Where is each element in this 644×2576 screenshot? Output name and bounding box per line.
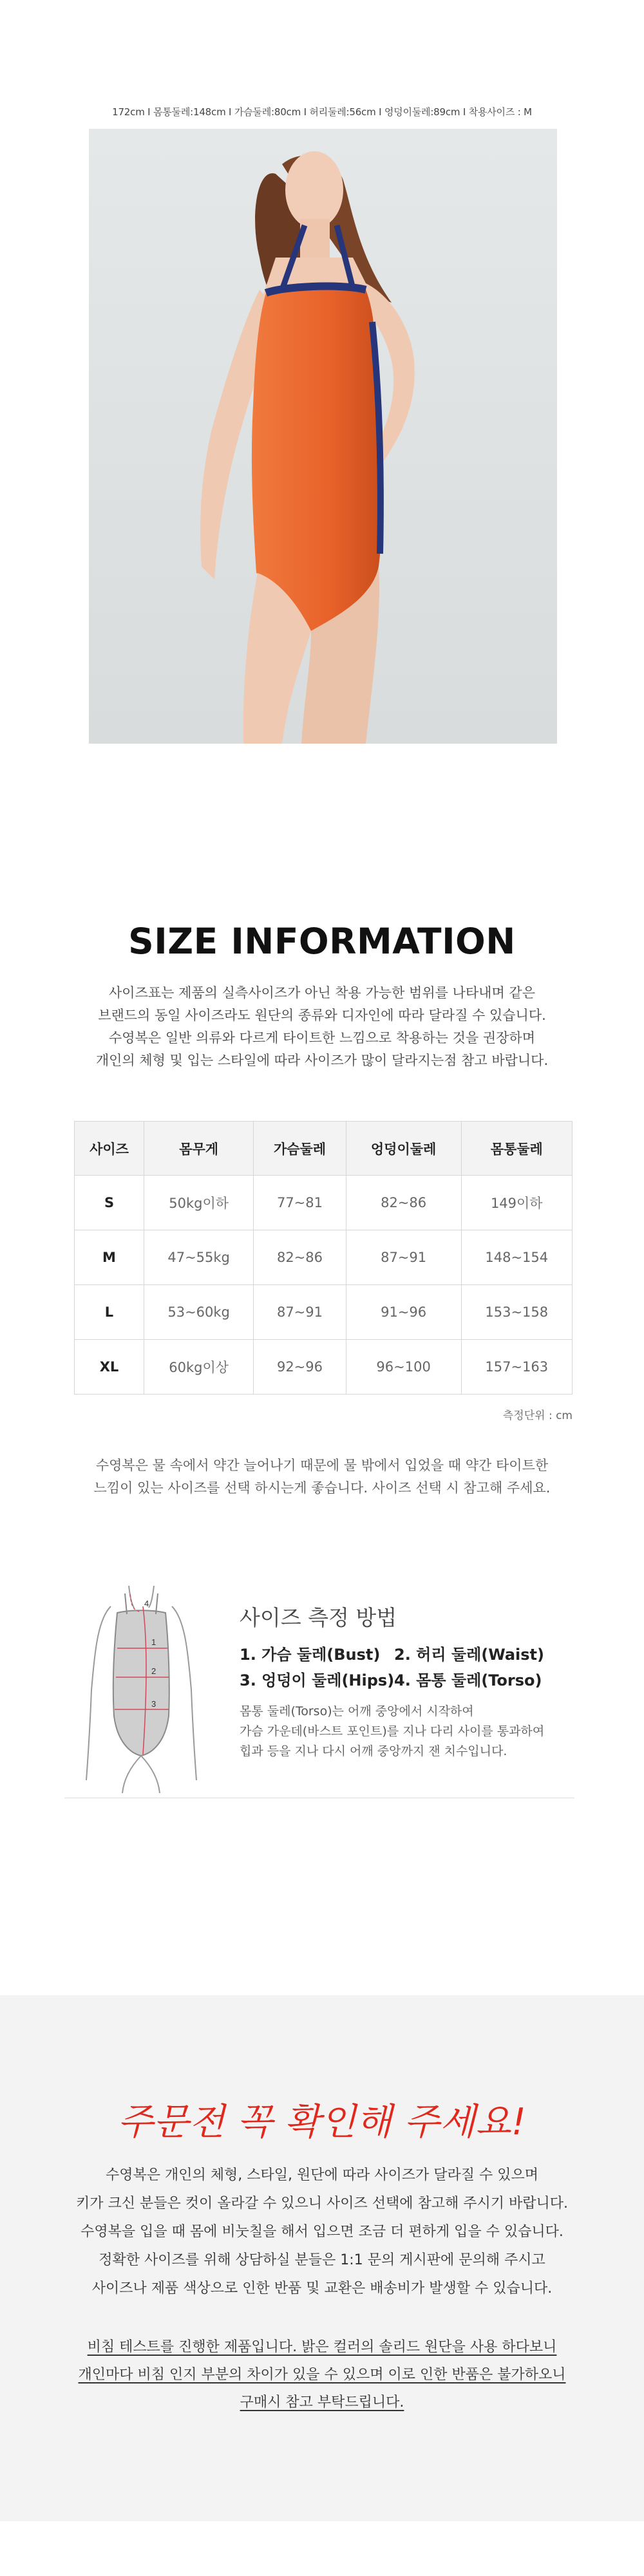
description-line: 브랜드의 동일 사이즈라도 원단의 종류와 디자인에 따라 달라질 수 있습니다. — [98, 1008, 546, 1023]
diagram-number: 4 — [144, 1599, 149, 1608]
tip-line: 수영복은 물 속에서 약간 늘어나기 때문에 물 밖에서 입었을 때 약간 타이트한 — [95, 1458, 549, 1473]
header-bust: 가슴둘레 — [254, 1122, 346, 1176]
size-information-title: SIZE INFORMATION — [128, 921, 516, 962]
header-weight: 몸무게 — [144, 1122, 254, 1176]
measure-note-line: 가슴 가운데(바스트 포인트)를 지나 다리 사이를 통과하여 — [240, 1724, 545, 1738]
underlined-line: 구매시 참고 부탁드립니다. — [240, 2394, 404, 2411]
measure-item-bust: 1. 가슴 둘레(Bust) — [240, 1646, 381, 1664]
description-line: 개인의 체형 및 입는 스타일에 따라 사이즈가 많이 달라지는점 참고 바랍니다. — [95, 1053, 549, 1068]
underlined-line: 개인마다 비침 인지 부분의 차이가 있을 수 있으며 이로 인한 반품은 불가하오니 — [78, 2367, 566, 2383]
table-cell: 53~60kg — [144, 1285, 254, 1340]
diagram-number: 2 — [151, 1666, 156, 1676]
table-cell: 148~154 — [461, 1230, 572, 1285]
table-cell: XL — [75, 1340, 144, 1395]
notice-line: 사이즈나 제품 색상으로 인한 반품 및 교환은 배송비가 발생할 수 있습니다. — [91, 2280, 553, 2297]
table-cell: 82~86 — [346, 1176, 461, 1230]
diagram-number: 3 — [151, 1699, 156, 1709]
measure-title: 사이즈 측정 방법 — [240, 1605, 397, 1630]
tip-line: 느낌이 있는 사이즈를 선택 하시는게 좋습니다. 사이즈 선택 시 참고해 주세요. — [93, 1480, 551, 1496]
measure-note-line: 몸통 둘레(Torso)는 어깨 중앙에서 시작하여 — [240, 1704, 474, 1718]
description-line: 사이즈표는 제품의 실측사이즈가 아닌 착용 가능한 범위를 나타내며 같은 — [109, 985, 535, 1001]
table-cell: 92~96 — [254, 1340, 346, 1395]
measure-item-waist: 2. 허리 둘레(Waist) — [394, 1646, 544, 1664]
table-cell: M — [75, 1230, 144, 1285]
table-cell: 60kg이상 — [144, 1340, 254, 1395]
size-table — [74, 1121, 573, 1395]
table-cell: L — [75, 1285, 144, 1340]
notice-line: 키가 크신 분들은 컷이 올라갈 수 있으니 사이즈 선택에 참고해 주시기 바랍니다. — [76, 2195, 568, 2212]
table-row — [75, 1176, 573, 1230]
notice-line: 수영복은 개인의 체형, 스타일, 원단에 따라 사이즈가 달라질 수 있으며 — [106, 2167, 538, 2183]
model-spec-text: 172cm I 몸통둘레:148cm I 가슴둘레:80cm I 허리둘레:56cm I 엉덩이둘레:89cm I 착용사이즈 : M — [112, 106, 532, 118]
table-cell: 149이하 — [461, 1176, 572, 1230]
diagram-number: 1 — [151, 1637, 156, 1647]
table-cell: 77~81 — [254, 1176, 346, 1230]
size-tip — [0, 1454, 644, 1500]
underlined-line: 비침 테스트를 진행한 제품입니다. 밝은 컬러의 솔리드 원단을 사용 하다보니 — [87, 2339, 557, 2355]
description-line: 수영복은 일반 의류와 다르게 타이트한 느낌으로 착용하는 것을 권장하며 — [109, 1030, 535, 1046]
notice-line: 정확한 사이즈를 위해 상담하실 분들은 1:1 문의 게시판에 문의해 주시고 — [99, 2252, 545, 2268]
table-row — [75, 1230, 573, 1285]
measure-item-hips: 3. 엉덩이 둘레(Hips) — [240, 1671, 395, 1689]
table-cell: 91~96 — [346, 1285, 461, 1340]
notice-body — [0, 2161, 644, 2303]
body-measurement-diagram — [72, 1581, 211, 1793]
table-header-row — [75, 1122, 573, 1176]
table-cell: S — [75, 1176, 144, 1230]
table-row — [75, 1340, 573, 1395]
table-cell: 153~158 — [461, 1285, 572, 1340]
table-row — [75, 1285, 573, 1340]
table-cell: 82~86 — [254, 1230, 346, 1285]
header-torso: 몸통둘레 — [461, 1122, 572, 1176]
unit-note: 측정단위 : cm — [502, 1409, 573, 1422]
header-hips: 엉덩이둘레 — [346, 1122, 461, 1176]
notice-underlined-text — [0, 2333, 644, 2416]
header-size: 사이즈 — [75, 1122, 144, 1176]
table-cell: 157~163 — [461, 1340, 572, 1395]
measure-item-torso: 4. 몸통 둘레(Torso) — [394, 1671, 542, 1689]
model-photo — [89, 129, 557, 744]
table-cell: 50kg이하 — [144, 1176, 254, 1230]
notice-title: 주문전 꼭 확인해 주세요! — [117, 2101, 527, 2143]
measure-note-line: 힙과 등을 지나 다시 어깨 중앙까지 잰 치수입니다. — [240, 1744, 507, 1758]
size-description — [0, 982, 644, 1072]
table-cell: 87~91 — [254, 1285, 346, 1340]
table-cell: 47~55kg — [144, 1230, 254, 1285]
table-cell: 96~100 — [346, 1340, 461, 1395]
table-cell: 87~91 — [346, 1230, 461, 1285]
notice-line: 수영복을 입을 때 몸에 비눗칠을 해서 입으면 조금 더 편하게 입을 수 있습니다. — [80, 2224, 564, 2240]
